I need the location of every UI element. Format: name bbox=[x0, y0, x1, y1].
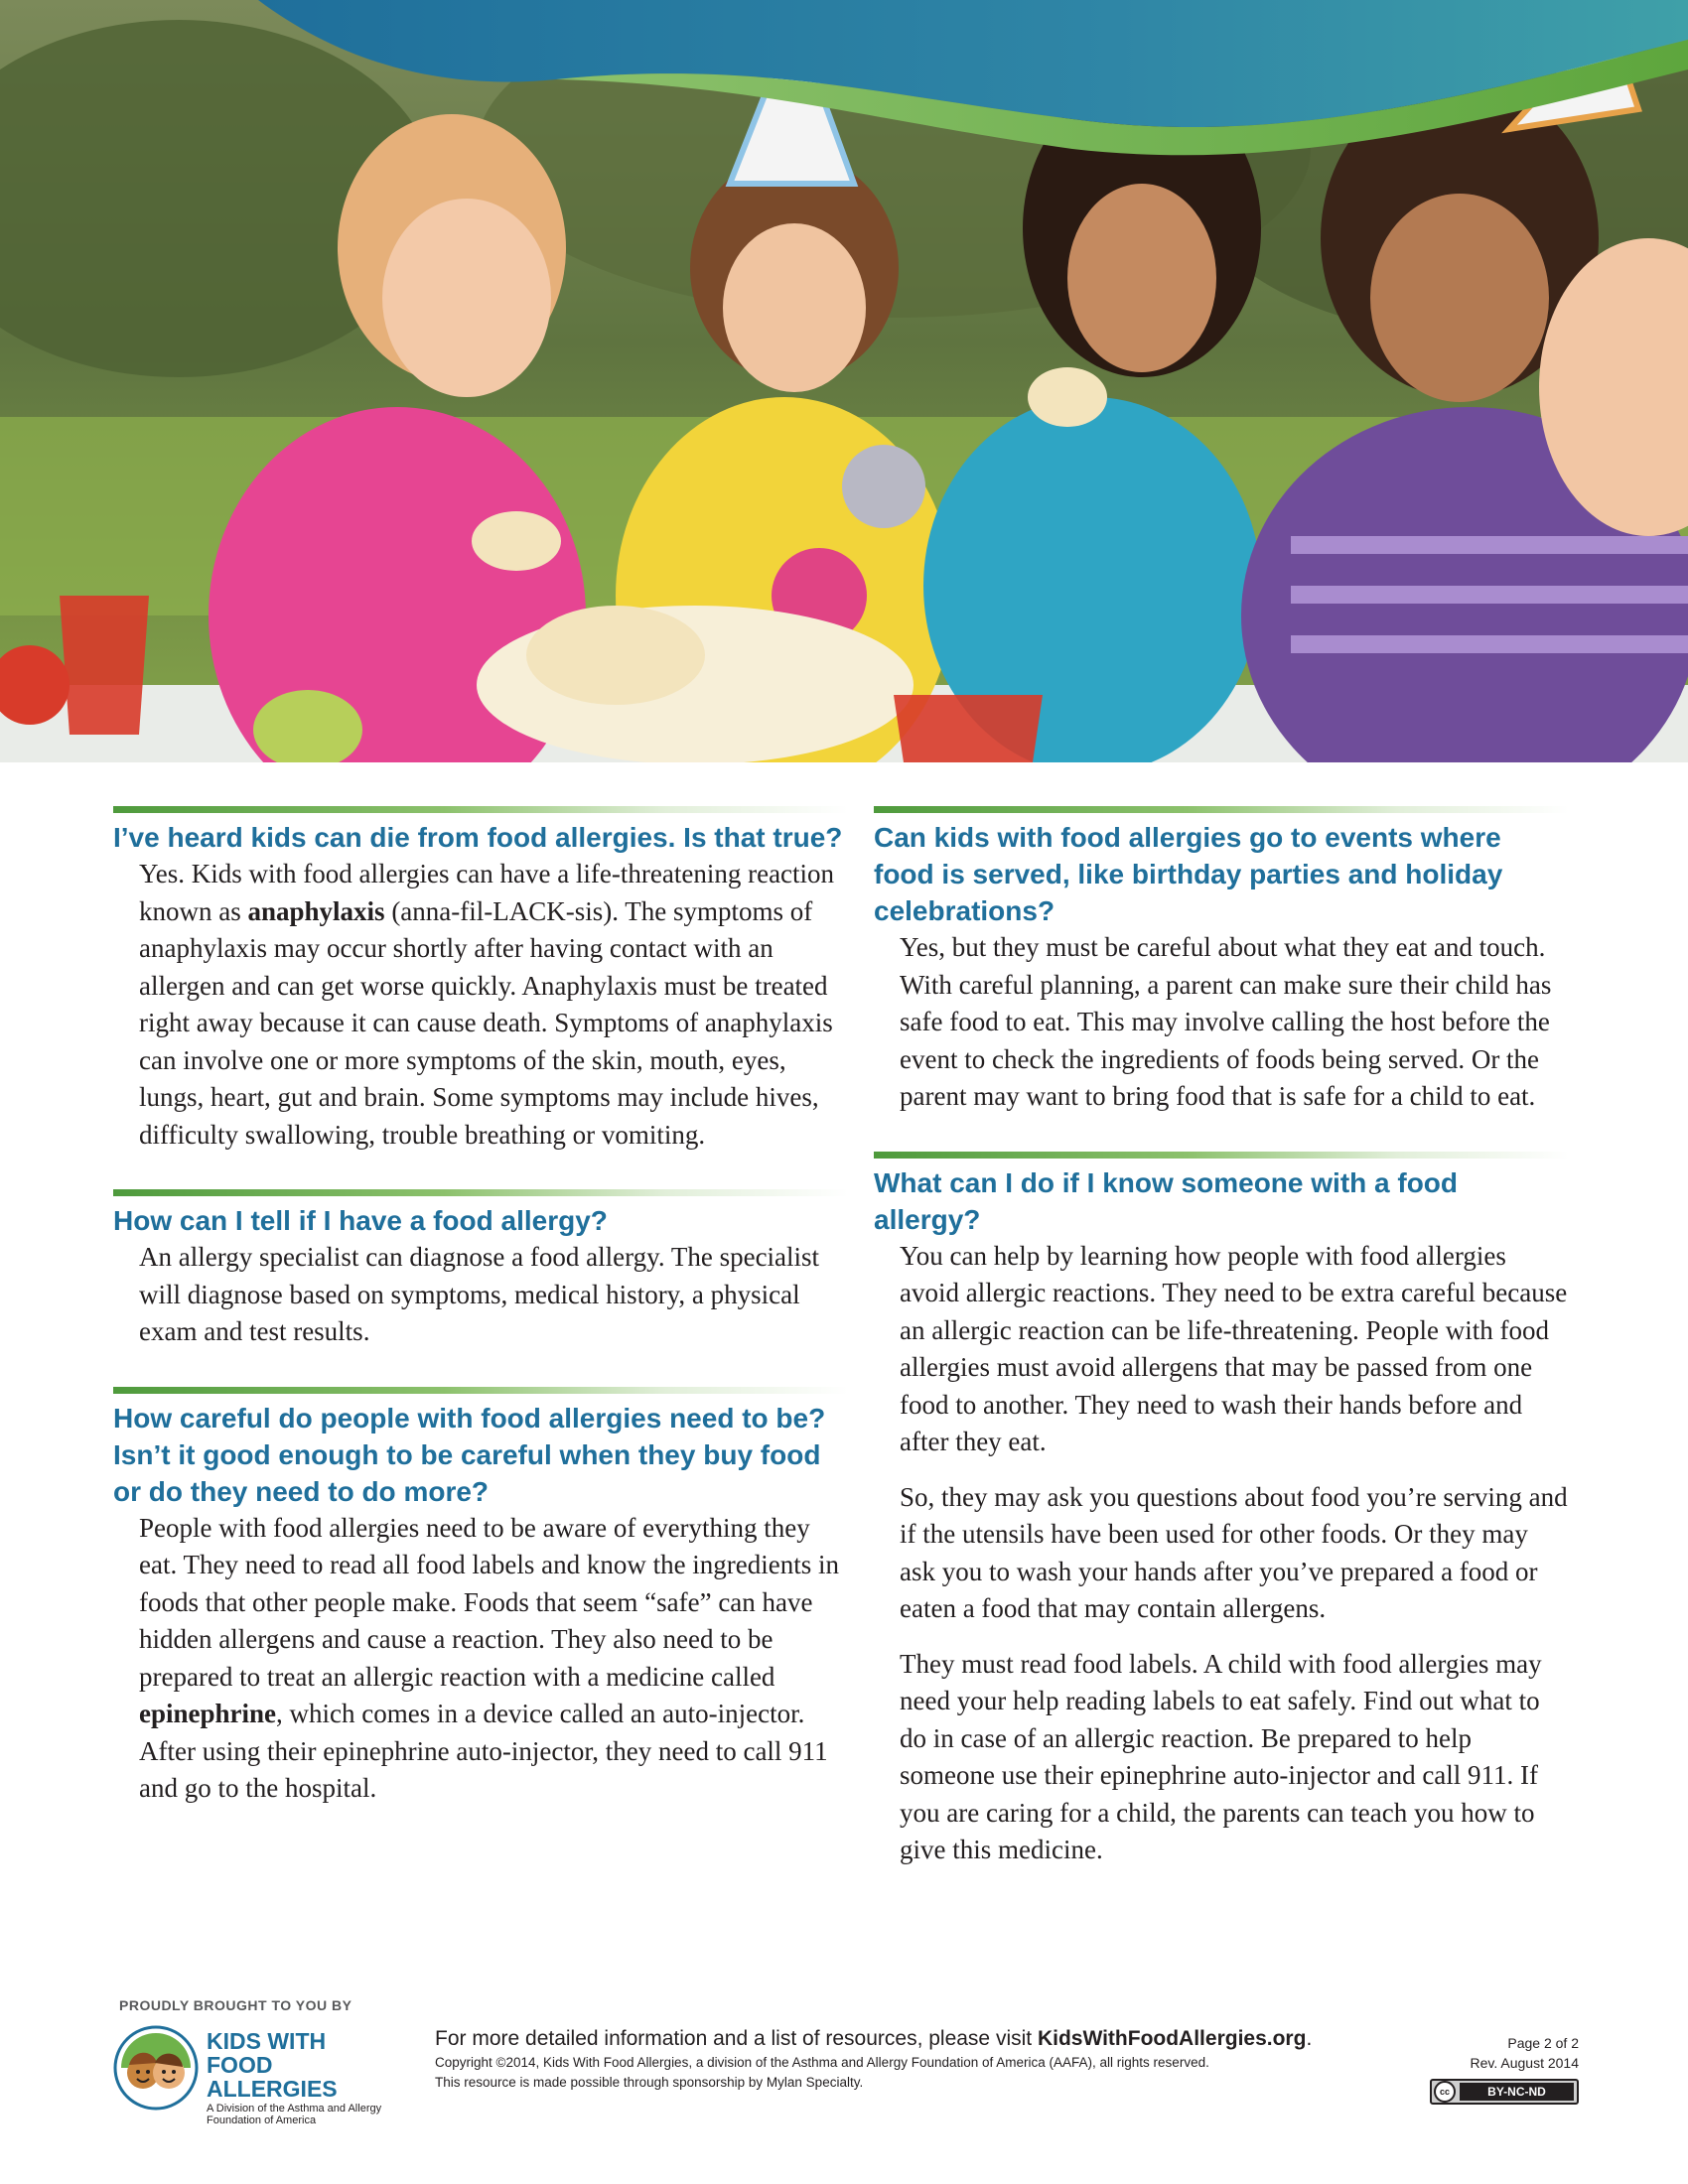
faq-answer: They must read food labels. A child with food allergies may need your help reading labels to eat safely. Find out what to do in case of an allergic reaction. Be prepared to help someone use their epinephrine auto-injector and call 911. If you are caring for a child, the parents can teach you how to give this medicine. bbox=[900, 1648, 1542, 1864]
faq-question bbox=[113, 819, 848, 856]
page-info bbox=[1380, 2033, 1579, 2073]
faq-section-tell bbox=[113, 1189, 848, 1351]
faq-answer: Yes. Kids with food allergies can have a life-threatening reaction known as anaphylaxis (anna-fil-LACK-sis). The symptoms of anaphylaxis may occur shortly after having contact with an allergen and can get worse quickly. Anaphylaxis must be treated right away because it can cause death. Symptoms of anaphylaxis can involve one or more symptoms of the skin, mouth, eyes, lungs, heart, gut and brain. Some symptoms may include hives, difficulty swallowing, trouble breathing or vomiting. bbox=[139, 859, 835, 1150]
creative-commons-badge bbox=[1430, 2079, 1579, 2105]
faq-section-die bbox=[113, 806, 848, 1154]
faq-answer: People with food allergies need to be aware of everything they eat. They need to read all food labels and know the ingredients in foods that other people make. Foods that seem “safe” can have hidden allergens and cause a reaction. They also need to be prepared to treat an allergic reaction with a medicine called epinephrine, which comes in a device called an auto-injector. After using their epinephrine auto-injector, they need to call 911 and go to the hospital. bbox=[139, 1512, 840, 1803]
copyright-text: Copyright ©2014, Kids With Food Allergies, a division of the Asthma and Allergy Foundation of America (AAFA), all rights reserved. bbox=[435, 2055, 1209, 2070]
section-rule bbox=[874, 1152, 1569, 1159]
resources-text: For more detailed information and a list of resources, please visit bbox=[435, 2027, 1038, 2050]
kfa-logo-text bbox=[207, 2029, 405, 2126]
faq-question: Can kids with food allergies go to events where food is served, like birthday parties and holiday celebrations? bbox=[874, 822, 1503, 926]
footer bbox=[0, 1985, 1688, 2184]
section-rule bbox=[113, 806, 848, 813]
right-column bbox=[874, 806, 1569, 1905]
faq-section-events bbox=[874, 806, 1569, 1116]
sponsor-text: This resource is made possible through sponsorship by Mylan Specialty. bbox=[435, 2075, 864, 2090]
faq-question: How careful do people with food allergies need to be? Isn’t it good enough to be careful when they buy food or do they need to do more? bbox=[113, 1402, 826, 1507]
faq-section-careful bbox=[113, 1387, 848, 1808]
kfa-logo-icon bbox=[113, 2025, 199, 2111]
faq-answer: Yes, but they must be careful about what they eat and touch. With careful planning, a parent can make sure their child has safe food to eat. This may involve calling the host before the event to check the ingredients of foods being served. Or the parent may want to bring food that is safe for a child to eat. bbox=[900, 932, 1552, 1111]
logo-subtitle: A Division of the Asthma and Allergy Foundation of America bbox=[207, 2103, 382, 2126]
faq-section-help bbox=[874, 1152, 1569, 1869]
footer-info bbox=[435, 2025, 1408, 2093]
cc-icon: cc bbox=[1434, 2081, 1456, 2103]
section-rule bbox=[113, 1189, 848, 1196]
key-term: epinephrine bbox=[139, 1699, 277, 1728]
logo-name: KIDS WITH FOOD ALLERGIES bbox=[207, 2028, 338, 2102]
key-term: anaphylaxis bbox=[247, 895, 385, 926]
faq-question: How can I tell if I have a food allergy? bbox=[113, 1205, 608, 1236]
faq-answer: You can help by learning how people with food allergies avoid allergic reactions. They need to be extra careful because an allergic reaction can be life-threatening. People with food allergies must avoid allergens that may be passed from one food to another. They need to wash their hands before and after they eat. bbox=[900, 1240, 1568, 1456]
left-column bbox=[113, 806, 848, 1843]
birthday-party-photo bbox=[0, 0, 1688, 762]
page-number: Page 2 of 2 bbox=[1507, 2035, 1579, 2051]
section-rule bbox=[874, 806, 1569, 813]
faq-question-text: I’ve heard kids can die from food allergies. Is that true? bbox=[113, 822, 843, 853]
revision-date: Rev. August 2014 bbox=[1470, 2055, 1579, 2071]
hero-photo bbox=[0, 0, 1688, 762]
faq-question: What can I do if I know someone with a food allergy? bbox=[874, 1166, 1459, 1235]
cc-license-label: BY-NC-ND bbox=[1460, 2083, 1574, 2101]
resources-line bbox=[435, 2025, 1408, 2053]
website-link[interactable]: KidsWithFoodAllergies.org bbox=[1037, 2027, 1307, 2050]
faq-answer: An allergy specialist can diagnose a food allergy. The specialist will diagnose based on symptoms, medical history, a physical exam and test results. bbox=[139, 1242, 820, 1346]
resources-period: . bbox=[1306, 2027, 1313, 2050]
section-rule bbox=[113, 1387, 848, 1394]
faq-answer: So, they may ask you questions about food you’re serving and if the utensils have been used for other foods. Or they may ask you to wash your hands after you’ve prepared a food or eaten a food that may contain allergens. bbox=[900, 1481, 1568, 1623]
proudly-label: PROUDLY BROUGHT TO YOU BY bbox=[119, 1997, 352, 2013]
